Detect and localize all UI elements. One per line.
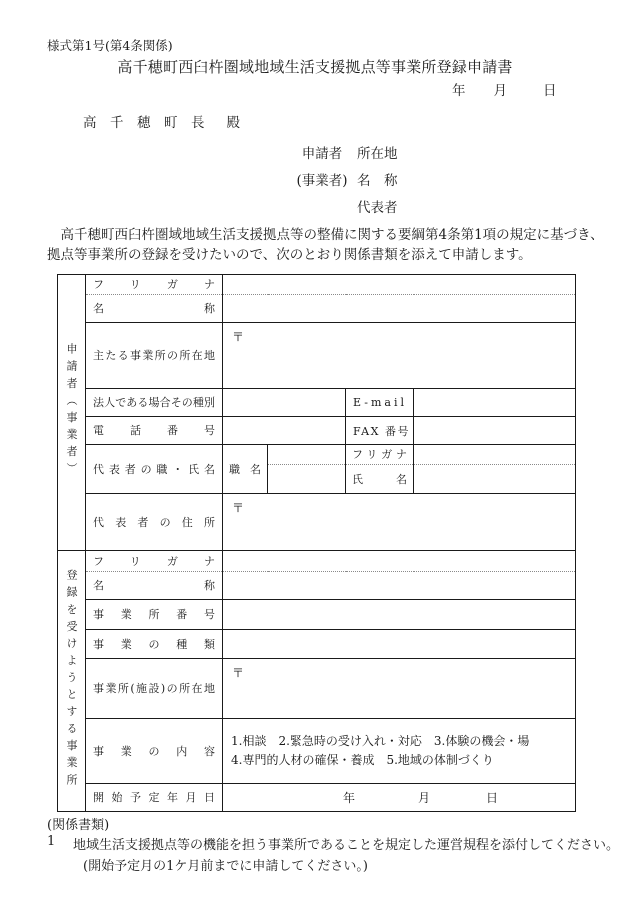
- date-line: [452, 79, 557, 99]
- office-name-input-cell: [223, 572, 576, 600]
- intro-line-2: 拠点等事業所の登録を受けたいので、次のとおり関係書類を添えて申請します。: [47, 247, 532, 263]
- notes-heading: (関係書類): [47, 818, 110, 833]
- office-address-label-cell: 事業所(施設)の所在地: [86, 659, 223, 719]
- fax-input-cell: [414, 417, 576, 445]
- honorific: 殿: [226, 115, 240, 131]
- section-applicant-vertical-label: 申請者（事業者）: [58, 275, 86, 551]
- business-content-label-cell: 事業の内容: [86, 719, 223, 784]
- start-date-input-cell: [223, 784, 576, 812]
- office-number-label-cell: 事業所番号: [86, 600, 223, 630]
- office-number-input-cell: [223, 600, 576, 630]
- rep-address-input-cell: [223, 494, 576, 551]
- email-input-cell: [414, 389, 576, 417]
- business-type-label-cell: 事業の種類: [86, 630, 223, 659]
- registration-table: [57, 274, 576, 812]
- office-furigana-label-cell: フリガナ: [86, 551, 223, 572]
- corporate-type-label-cell: 法人である場合その種別: [86, 389, 223, 417]
- intro-line-1: 高千穂町西臼杵圏域地域生活支援拠点等の整備に関する要綱第4条第1項の規定に基づき、: [60, 227, 604, 243]
- intro-paragraph: [47, 225, 604, 265]
- representative-label: 代表者: [357, 200, 398, 216]
- start-date-year-label: 年: [343, 791, 356, 805]
- operator-label: (事業者): [296, 173, 348, 189]
- name-label: 名 称: [357, 173, 398, 189]
- addressee-line: [83, 111, 240, 131]
- applicant-row-name: [290, 168, 398, 195]
- business-content-line-2: 4.専門的人材の確保・養成 5.地域の体制づくり: [231, 753, 494, 767]
- applicant-row-location: [290, 141, 398, 168]
- start-date-month-label: 月: [418, 791, 431, 805]
- start-date-label-cell: 開始予定年月日: [86, 784, 223, 812]
- note-item-1-sub: (開始予定月の1ケ月前までに申請してください。): [83, 859, 368, 874]
- business-content-cell: [223, 719, 576, 784]
- head-office-address-input-cell: [223, 323, 576, 389]
- name-label-cell: 名称: [86, 295, 223, 323]
- addressee: 高 千 穂 町 長: [83, 115, 205, 131]
- furigana-input-cell: [223, 275, 576, 295]
- page-title: 高千穂町西臼杵圏域地域生活支援拠点等事業所登録申請書: [117, 58, 513, 76]
- business-content-line-1: 1.相談 2.緊急時の受け入れ・対応 3.体験の機会・場: [231, 734, 530, 748]
- postal-mark: 〒: [232, 330, 245, 344]
- postal-mark: 〒: [232, 501, 245, 515]
- start-date-day-label: 日: [486, 791, 499, 805]
- head-office-address-label-cell: 主たる事業所の所在地: [86, 323, 223, 389]
- note-item-1-text: 地域生活支援拠点等の機能を担う事業所であることを規定した運営規程を添付してください。: [73, 838, 620, 853]
- furigana-label-cell: フリガナ: [86, 275, 223, 295]
- date-month-label: 月: [493, 83, 507, 99]
- rep-furigana-input-cell: [414, 445, 576, 465]
- office-name-label-cell: 名称: [86, 572, 223, 600]
- note-item-1-number: 1: [47, 834, 56, 849]
- job-title-input-cell-lower: [268, 465, 346, 494]
- rep-name-label-cell: 氏名: [346, 465, 414, 494]
- rep-name-input-cell: [414, 465, 576, 494]
- postal-mark: 〒: [232, 666, 245, 680]
- corporate-type-input-cell: [223, 389, 346, 417]
- phone-input-cell: [223, 417, 346, 445]
- applicant-row-representative: [290, 195, 398, 222]
- date-day-label: 日: [543, 83, 557, 99]
- location-label: 所在地: [357, 146, 398, 162]
- representative-label-cell: 代表者の職・氏名: [86, 445, 223, 494]
- fax-label-cell: FAX 番号: [346, 417, 414, 445]
- note-item-1: [47, 834, 619, 853]
- form-number: 様式第1号(第4条関係): [47, 38, 173, 53]
- name-input-cell: [223, 295, 576, 323]
- business-type-input-cell: [223, 630, 576, 659]
- office-furigana-input-cell: [223, 551, 576, 572]
- rep-furigana-label-cell: フリガナ: [346, 445, 414, 465]
- date-year-label: 年: [452, 83, 466, 99]
- rep-address-label-cell: 代表者の住所: [86, 494, 223, 551]
- applicant-label: 申請者: [301, 146, 343, 162]
- office-address-input-cell: [223, 659, 576, 719]
- job-title-input-cell: [268, 445, 346, 465]
- applicant-signature-block: [290, 141, 398, 222]
- section-office-vertical-label: 登録を受けようとする事業所: [58, 551, 86, 812]
- phone-label-cell: 電話番号: [86, 417, 223, 445]
- job-title-label-cell: 職名: [223, 445, 268, 494]
- email-label-cell: E-mail: [346, 389, 414, 417]
